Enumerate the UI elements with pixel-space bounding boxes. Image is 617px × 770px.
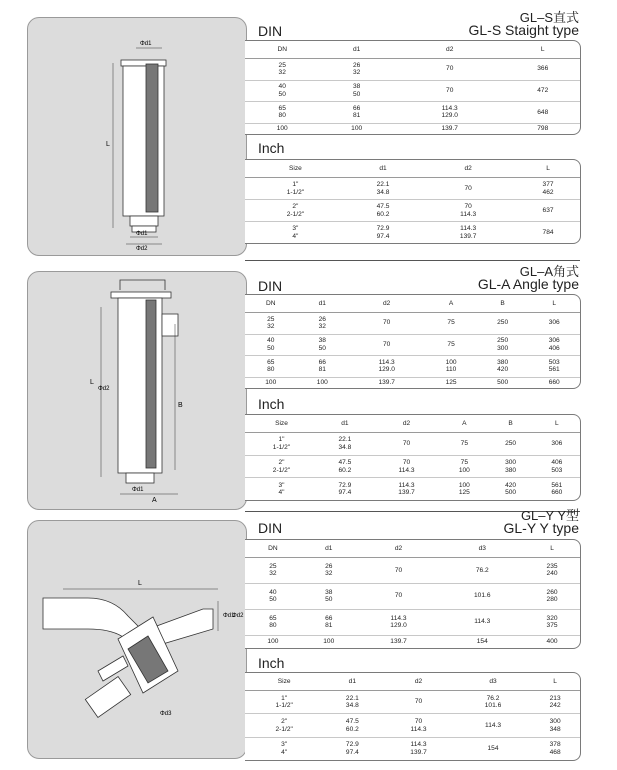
table-cell: 139.7	[378, 379, 395, 387]
section-label: DIN	[258, 23, 283, 39]
table-cell: 66 81	[319, 102, 393, 124]
column-header: d2	[420, 160, 516, 178]
table-row	[245, 737, 580, 760]
table-cell: 75	[425, 334, 477, 356]
table-cell: 22.1 34.8	[318, 433, 372, 456]
table-cell: 65 80	[245, 356, 297, 378]
table-row	[245, 313, 580, 335]
table-cell: 70	[394, 59, 506, 81]
table-cell: 260 280	[524, 583, 580, 609]
table-cell: 2" 2-1/2"	[245, 200, 346, 222]
table-cell: 114.3	[456, 714, 530, 737]
table-cell: 1" 1-1/2"	[245, 433, 318, 456]
drawing-label: Φd1	[132, 487, 144, 493]
table-row	[245, 478, 580, 500]
table-cell: 100 110	[425, 356, 477, 378]
table-cell: 70	[348, 313, 425, 335]
table-cell: 503 561	[528, 356, 580, 378]
table-cell: 472	[506, 80, 580, 102]
table-cell: 306	[534, 433, 580, 456]
drawing-label: A	[152, 497, 157, 504]
table-header-row	[245, 415, 580, 433]
title-cn: GL–Y Y型	[520, 508, 579, 523]
table-row	[245, 222, 580, 243]
table-cell: 100	[265, 379, 277, 387]
drawing-label: B	[178, 402, 183, 409]
table-cell: 25 32	[245, 313, 297, 335]
title-cn: GL–S直式	[519, 10, 579, 25]
table-gl-a-din	[245, 294, 581, 389]
section-label: DIN	[258, 278, 283, 294]
table-cell: 380 420	[477, 356, 529, 378]
table-cell: 38 50	[301, 583, 357, 609]
table-cell: 26 32	[297, 313, 349, 335]
table-cell: 70	[348, 334, 425, 356]
table-cell: 47.5 60.2	[346, 200, 421, 222]
drawing-label: Φd2	[98, 386, 110, 392]
title-en: GL-Y Y type	[503, 520, 579, 536]
table-cell: 47.5 60.2	[323, 714, 381, 737]
table-cell: 100	[276, 125, 288, 133]
table-cell: 250 300	[477, 334, 529, 356]
table-cell: 798	[537, 125, 549, 133]
title-en: GL-S Staight type	[468, 22, 579, 38]
table-row	[245, 433, 580, 456]
table-cell: 500	[497, 379, 509, 387]
column-header: DN	[245, 41, 319, 59]
column-header: L	[528, 295, 580, 313]
table-cell: 306 406	[528, 334, 580, 356]
table-cell: 70	[381, 691, 455, 714]
drawing-label: Φd1	[136, 231, 148, 237]
table-cell: 22.1 34.8	[346, 178, 421, 200]
table-cell: 1" 1-1/2"	[245, 178, 346, 200]
table-row	[245, 714, 580, 737]
table-cell: 561 660	[551, 481, 563, 497]
drawing-label: L	[90, 379, 94, 386]
table-cell: 114.3 139.7	[398, 481, 415, 497]
column-header: d1	[301, 540, 357, 558]
table-cell: 250	[487, 433, 533, 456]
table-row	[245, 102, 580, 124]
column-header: d1	[323, 673, 381, 691]
table-cell: 40 50	[245, 80, 319, 102]
column-header: d2	[381, 673, 455, 691]
table-cell: 306	[528, 313, 580, 335]
table-cell: 377 462	[516, 178, 580, 200]
drawing-label: Φd2	[136, 246, 148, 252]
gl-s-drawing	[28, 18, 246, 255]
drawing-panel-gl-y	[27, 520, 247, 759]
table-cell: 25 32	[245, 558, 301, 584]
table-cell: 660	[548, 379, 560, 387]
table-cell: 40 50	[245, 583, 301, 609]
table-gl-s-din	[245, 40, 581, 135]
column-header: Size	[245, 415, 318, 433]
table-header-row	[245, 160, 580, 178]
column-header: L	[506, 41, 580, 59]
table-cell: 100	[351, 125, 363, 133]
drawing-label: Φd2	[232, 613, 244, 619]
gl-a-drawing	[28, 272, 246, 509]
column-header: A	[441, 415, 487, 433]
table-cell: 3" 4"	[292, 224, 299, 240]
table-cell: 66 81	[301, 609, 357, 635]
table-cell: 154	[476, 637, 488, 645]
column-header: d1	[297, 295, 349, 313]
title-cn: GL–A角式	[519, 264, 579, 279]
table-cell: 2" 2-1/2"	[245, 455, 318, 478]
column-header: d3	[456, 673, 530, 691]
table-row	[245, 200, 580, 222]
table-row	[245, 455, 580, 478]
table-row	[245, 356, 580, 378]
table-row	[245, 609, 580, 635]
column-header: L	[524, 540, 580, 558]
column-header: Size	[245, 673, 323, 691]
column-header: DN	[245, 295, 297, 313]
table-cell: 76.2	[440, 558, 524, 584]
table-cell: 114.3 129.0	[348, 356, 425, 378]
table-cell: 70 114.3	[381, 714, 455, 737]
title-en: GL-A Angle type	[477, 276, 579, 292]
column-header: L	[530, 673, 580, 691]
column-header: A	[425, 295, 477, 313]
column-header: d2	[372, 415, 441, 433]
column-header: Size	[245, 160, 346, 178]
table-cell: 66 81	[297, 356, 349, 378]
table-gl-a-inch	[245, 414, 581, 501]
table-cell: 25 32	[245, 59, 319, 81]
column-header: d2	[348, 295, 425, 313]
table-cell: 75	[425, 313, 477, 335]
table-cell: 38 50	[297, 334, 349, 356]
table-cell: 114.3 139.7	[410, 741, 427, 756]
table-header-row	[245, 41, 580, 59]
table-cell: 70	[420, 178, 516, 200]
column-header: d1	[319, 41, 393, 59]
table-cell: 100	[267, 637, 279, 645]
section-label: Inch	[258, 140, 285, 156]
table-cell: 1" 1-1/2"	[245, 691, 323, 714]
column-header: L	[534, 415, 580, 433]
table-cell: 114.3 129.0	[394, 102, 506, 124]
table-cell: 70	[372, 433, 441, 456]
table-cell: 2" 2-1/2"	[245, 714, 323, 737]
table-header-row	[245, 673, 580, 691]
column-header: d2	[357, 540, 441, 558]
column-header: B	[487, 415, 533, 433]
table-cell: 72.9 97.4	[338, 481, 352, 497]
table-cell: 75	[441, 433, 487, 456]
table-cell: 76.2 101.6	[456, 691, 530, 714]
table-cell: 26 32	[301, 558, 357, 584]
section-label: Inch	[258, 655, 285, 671]
table-cell: 3" 4"	[281, 741, 288, 756]
table-cell: 114.3 129.0	[357, 609, 441, 635]
column-header: DN	[245, 540, 301, 558]
table-cell: 100 125	[458, 481, 470, 497]
table-cell: 366	[506, 59, 580, 81]
table-cell: 70	[394, 80, 506, 102]
table-cell: 70	[357, 583, 441, 609]
table-row	[245, 59, 580, 81]
table-cell: 100	[323, 637, 335, 645]
table-cell: 70	[357, 558, 441, 584]
table-cell: 3" 4"	[278, 481, 285, 497]
table-cell: 38 50	[319, 80, 393, 102]
table-cell: 400	[546, 637, 558, 645]
table-cell: 40 50	[245, 334, 297, 356]
table-cell: 70 114.3	[372, 455, 441, 478]
table-cell: 75 100	[441, 455, 487, 478]
table-cell: 300 348	[530, 714, 580, 737]
table-cell: 154	[487, 745, 499, 753]
table-header-row	[245, 295, 580, 313]
table-cell: 114.3 139.7	[459, 224, 477, 240]
table-row	[245, 334, 580, 356]
section-label: DIN	[258, 520, 283, 536]
column-header: d3	[440, 540, 524, 558]
table-cell: 300 380	[487, 455, 533, 478]
table-cell: 70 114.3	[420, 200, 516, 222]
table-cell: 47.5 60.2	[318, 455, 372, 478]
table-gl-s-inch	[245, 159, 581, 244]
table-cell: 101.6	[440, 583, 524, 609]
table-cell: 784	[542, 228, 554, 236]
drawing-label: Φd1	[140, 41, 152, 47]
column-header: B	[477, 295, 529, 313]
column-header: d2	[394, 41, 506, 59]
table-cell: 378 468	[549, 741, 561, 756]
drawing-panel-gl-a	[27, 271, 247, 510]
table-gl-y-inch	[245, 672, 581, 761]
table-cell: 250	[477, 313, 529, 335]
table-cell: 125	[445, 379, 457, 387]
drawing-panel-gl-s	[27, 17, 247, 256]
table-cell: 114.3	[440, 609, 524, 635]
table-cell: 637	[516, 200, 580, 222]
gl-y-drawing	[28, 521, 246, 758]
table-cell: 406 503	[534, 455, 580, 478]
table-gl-y-din	[245, 539, 581, 649]
table-row	[245, 123, 580, 134]
table-cell: 648	[506, 102, 580, 124]
table-cell: 65 80	[245, 609, 301, 635]
column-header: L	[516, 160, 580, 178]
drawing-label: L	[106, 141, 110, 148]
column-header: d1	[346, 160, 421, 178]
column-header: d1	[318, 415, 372, 433]
drawing-label: L	[138, 580, 142, 587]
table-cell: 72.9 97.4	[376, 224, 390, 240]
table-cell: 26 32	[319, 59, 393, 81]
table-cell: 213 242	[530, 691, 580, 714]
table-row	[245, 691, 580, 714]
drawing-label: Φd1	[223, 613, 235, 619]
table-cell: 420 500	[505, 481, 517, 497]
table-cell: 22.1 34.8	[323, 691, 381, 714]
table-cell: 65 80	[245, 102, 319, 124]
table-cell: 139.7	[390, 637, 407, 645]
table-row	[245, 583, 580, 609]
table-row	[245, 377, 580, 388]
drawing-label: Φd3	[160, 711, 172, 717]
table-row	[245, 635, 580, 648]
table-row	[245, 80, 580, 102]
table-row	[245, 178, 580, 200]
section-label: Inch	[258, 396, 285, 412]
table-cell: 235 240	[524, 558, 580, 584]
table-cell: 100	[316, 379, 328, 387]
table-cell: 320 375	[524, 609, 580, 635]
table-row	[245, 558, 580, 584]
table-cell: 139.7	[441, 125, 458, 133]
table-header-row	[245, 540, 580, 558]
table-cell: 72.9 97.4	[345, 741, 359, 756]
